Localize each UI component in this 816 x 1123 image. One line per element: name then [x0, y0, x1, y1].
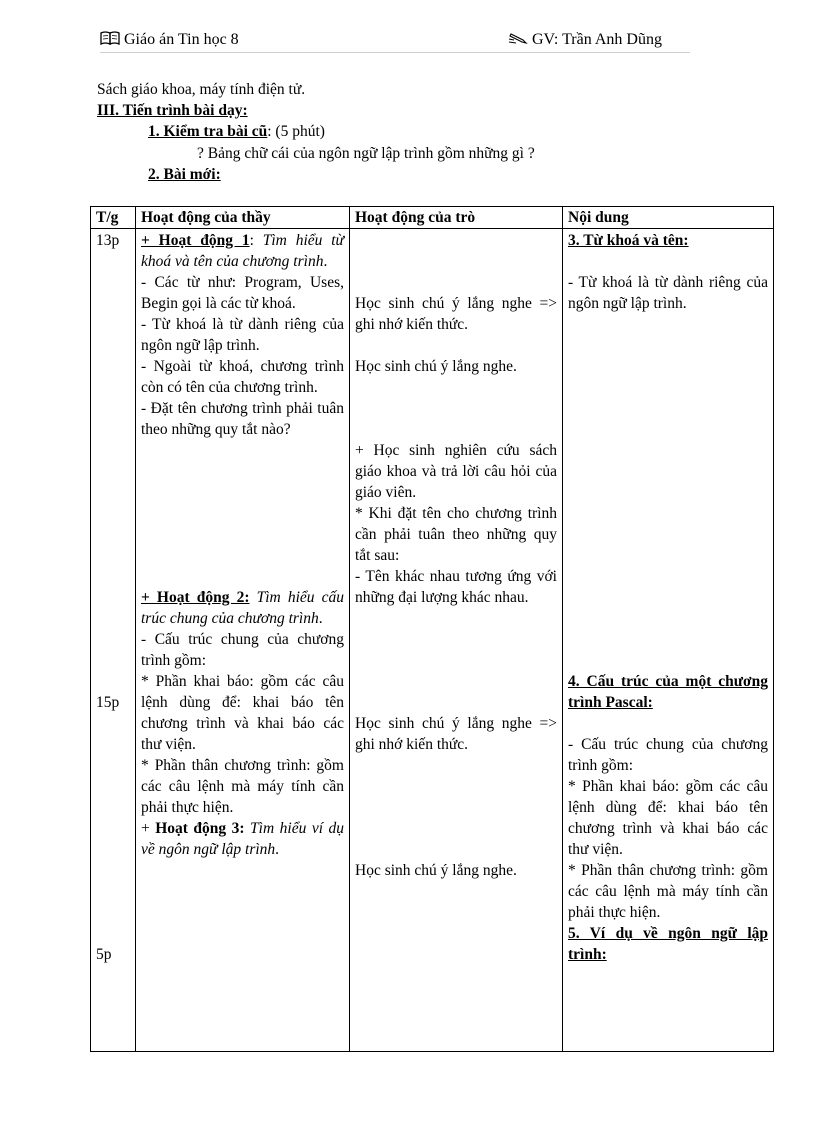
lesson-table: [90, 206, 774, 1052]
teacher-item: - Cấu trúc chung của chương trình gồm:: [141, 631, 344, 669]
activity-3-text: Tìm hiểu ví dụ về ngôn ngữ lập trình: [141, 820, 344, 858]
content-item: * Phần thân chương trình: gồm các câu lệnh mà máy tính cần phải thực hiện.: [568, 862, 768, 921]
content-item: - Cấu trúc chung của chương trình gồm:: [568, 736, 768, 774]
header-content: Nội dung: [563, 207, 774, 229]
table-header-row: [91, 207, 774, 229]
header-right-title: GV: Trần Anh Dũng: [532, 31, 662, 48]
teacher-column: [136, 229, 350, 1052]
content-title-example: 5. Ví dụ về ngôn ngữ lập trình:: [568, 925, 768, 963]
header-right: [508, 30, 662, 51]
teacher-item: - Từ khoá là từ dành riêng của ngôn ngữ lập trình.: [141, 316, 344, 354]
header-left-title: Giáo án Tin học 8: [124, 31, 239, 48]
teacher-item: - Ngoài từ khoá, chương trình còn có tên của chương trình.: [141, 358, 344, 396]
time-13p: 13p: [96, 232, 120, 249]
time-15p: 15p: [96, 694, 120, 711]
student-item: Học sinh chú ý lắng nghe.: [355, 358, 517, 375]
activity-3-label: Hoạt động 3:: [155, 820, 245, 837]
teacher-item: * Phần khai báo: gồm các câu lệnh dùng để: khai báo tên chương trình và khai báo các thư viện.: [141, 673, 344, 753]
header-time: T/g: [91, 207, 136, 229]
book-icon: [100, 31, 120, 51]
old-lesson-label: 1. Kiểm tra bài cũ: [148, 123, 268, 140]
review-question: ? Bảng chữ cái của ngôn ngữ lập trình gồm những gì ?: [197, 145, 535, 162]
content-item: * Phần khai báo: gồm các câu lệnh dùng để: khai báo tên chương trình và khai báo các thư viện.: [568, 778, 768, 858]
student-column: [350, 229, 563, 1052]
old-lesson-time: : (5 phút): [267, 123, 325, 140]
student-item: + Học sinh nghiên cứu sách giáo khoa và trả lời câu hỏi của giáo viên.: [355, 442, 557, 501]
header-left: [100, 30, 239, 51]
header-teacher: Hoạt động của thầy: [136, 207, 350, 229]
time-5p: 5p: [96, 946, 112, 963]
content-title-structure: 4. Cấu trúc của một chương trình Pascal:: [568, 673, 768, 711]
activity-2: + Hoạt động 2: Tìm hiểu cấu trúc chung của chương trình.: [141, 589, 345, 627]
student-item: * Khi đặt tên cho chương trình cần phải tuân theo những quy tắt sau:: [355, 505, 557, 564]
activity-1: + Hoạt động 1: Tìm hiểu từ khoá và tên của chương trình.: [141, 232, 344, 270]
content-title-keywords: 3. Từ khoá và tên:: [568, 232, 689, 249]
activity-2-label: + Hoạt động 2:: [141, 589, 250, 606]
header-student: Hoạt động của trò: [350, 207, 563, 229]
student-item: Học sinh chú ý lắng nghe.: [355, 862, 517, 879]
section-heading: III. Tiến trình bài dạy:: [97, 102, 248, 119]
teacher-item: * Phần thân chương trình: gồm các câu lệnh mà máy tính cần phải thực hiện.: [141, 757, 344, 816]
time-column: [91, 229, 136, 1052]
student-item: Học sinh chú ý lắng nghe => ghi nhớ kiến thức.: [355, 295, 557, 333]
student-item: - Tên khác nhau tương ứng với những đại lượng khác nhau.: [355, 568, 557, 606]
teacher-item: - Các từ như: Program, Uses, Begin gọi là các từ khoá.: [141, 274, 344, 312]
materials-line: Sách giáo khoa, máy tính điện tử.: [97, 81, 306, 98]
student-item: Học sinh chú ý lắng nghe => ghi nhớ kiến thức.: [355, 715, 557, 753]
activity-1-label: + Hoạt động 1: [141, 232, 250, 249]
activity-2-text: Tìm hiểu cấu trúc chung của chương trình: [141, 589, 345, 627]
pen-icon: [508, 31, 528, 51]
table-row: [91, 229, 774, 1052]
activity-3: + Hoạt động 3: Tìm hiểu ví dụ về ngôn ngữ lập trình.: [141, 820, 344, 858]
old-lesson-check: [148, 122, 325, 142]
content-item: - Từ khoá là từ dành riêng của ngôn ngữ lập trình.: [568, 274, 768, 312]
header-divider: [100, 52, 690, 53]
teacher-item: - Đặt tên chương trình phải tuân theo những quy tắt nào?: [141, 400, 344, 438]
activity-1-text: Tìm hiểu từ khoá và tên của chương trình: [141, 232, 344, 270]
new-lesson-label: 2. Bài mới:: [148, 166, 221, 183]
content-column: [563, 229, 774, 1052]
